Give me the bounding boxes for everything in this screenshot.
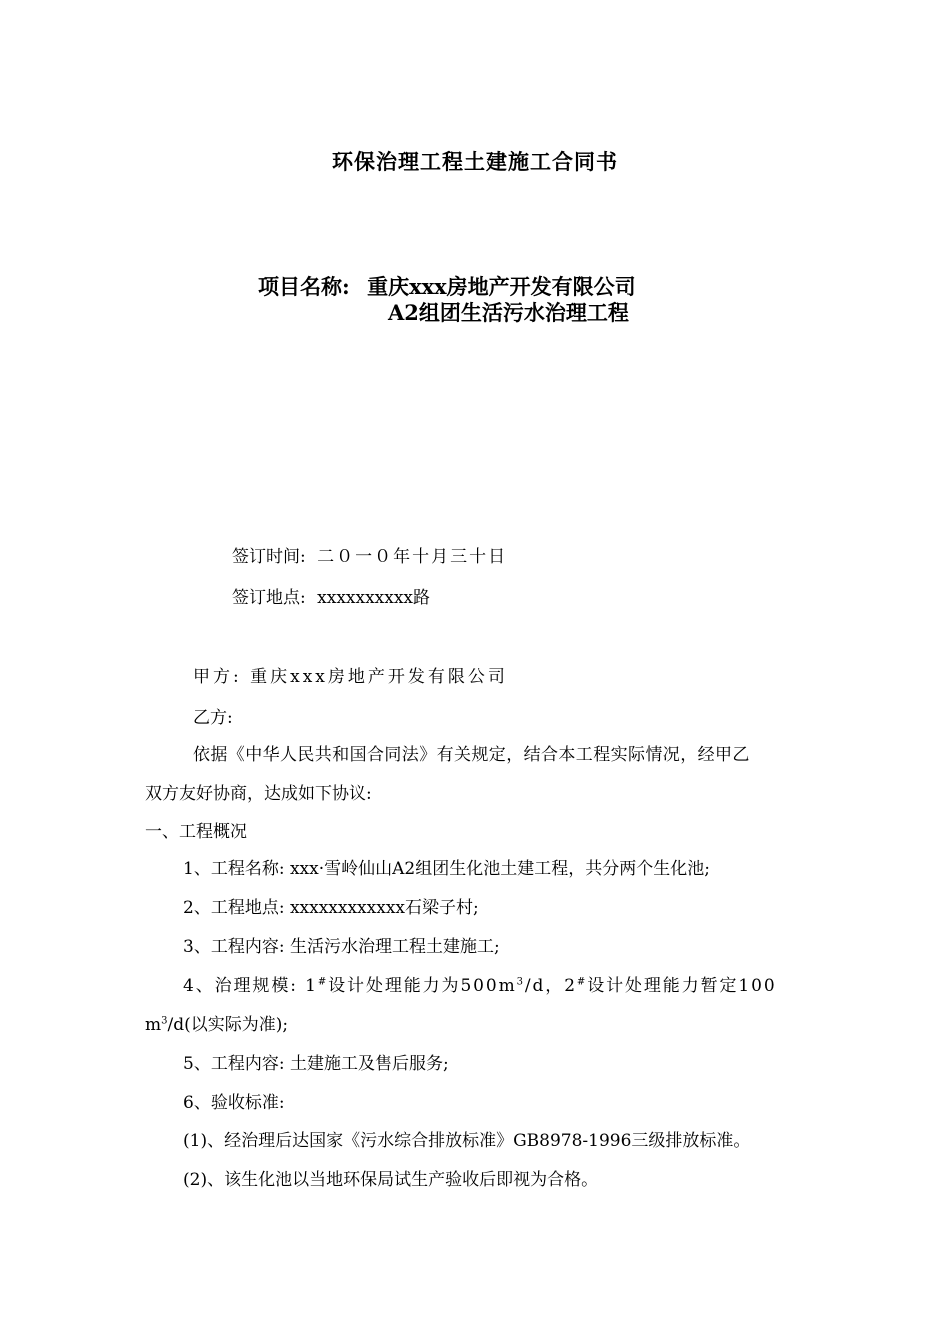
intro-line2: 双方友好协商，达成如下协议: <box>145 784 372 804</box>
item-4-text1: 4、治理规模: 1 <box>183 976 318 996</box>
item-4-line2 <box>145 1013 288 1037</box>
sign-time-label: 签订时间: <box>232 547 306 567</box>
item-4-text2: 设计处理能力为500m <box>328 976 517 996</box>
project-name-line2: A2组团生活污水治理工程 <box>388 300 629 325</box>
item-4-sup2: 3 <box>516 976 525 988</box>
party-b: 乙方: <box>193 708 233 728</box>
item-2: 2、工程地点: xxxxxxxxxxxx石梁子村; <box>183 898 479 918</box>
party-a: 甲方: 重庆xxx房地产开发有限公司 <box>193 667 508 687</box>
item-4-text3: /d，2 <box>524 976 577 996</box>
sign-time-value: 二０一０年十月三十日 <box>317 547 508 567</box>
project-name-line1 <box>258 273 636 301</box>
item-6-sub-2: (2)、该生化池以当地环保局试生产验收后即视为合格。 <box>183 1170 599 1190</box>
item-4-line1 <box>183 974 777 998</box>
item-4-sup3: # <box>576 976 588 988</box>
item-4-line2-text2: /d(以实际为准); <box>167 1015 289 1035</box>
item-1: 1、工程名称: xxx·雪岭仙山A2组团生化池土建工程，共分两个生化池; <box>183 859 710 879</box>
section1-heading: 一、工程概况 <box>145 822 247 842</box>
sign-time <box>232 545 507 569</box>
item-4-line2-sup: 3 <box>161 1015 168 1027</box>
intro-line1: 依据《中华人民共和国合同法》有关规定，结合本工程实际情况，经甲乙 <box>193 745 750 765</box>
item-4-text4: 设计处理能力暂定100 <box>587 976 777 996</box>
sign-place-label: 签订地点: <box>232 588 306 608</box>
project-company: 重庆xxx房地产开发有限公司 <box>367 274 636 299</box>
document-title: 环保治理工程土建施工合同书 <box>332 149 618 174</box>
item-6: 6、验收标准: <box>183 1093 285 1113</box>
sign-place-value: xxxxxxxxxx路 <box>317 588 431 608</box>
item-4-sup1: # <box>317 976 329 988</box>
sign-place <box>232 586 430 610</box>
item-6-sub-1: (1)、经治理后达国家《污水综合排放标准》GB8978-1996三级排放标准。 <box>183 1131 751 1151</box>
item-4-line2-text1: m <box>145 1015 162 1035</box>
item-5: 5、工程内容: 土建施工及售后服务; <box>183 1054 449 1074</box>
project-label: 项目名称: <box>258 274 350 299</box>
item-3: 3、工程内容: 生活污水治理工程土建施工; <box>183 937 500 957</box>
